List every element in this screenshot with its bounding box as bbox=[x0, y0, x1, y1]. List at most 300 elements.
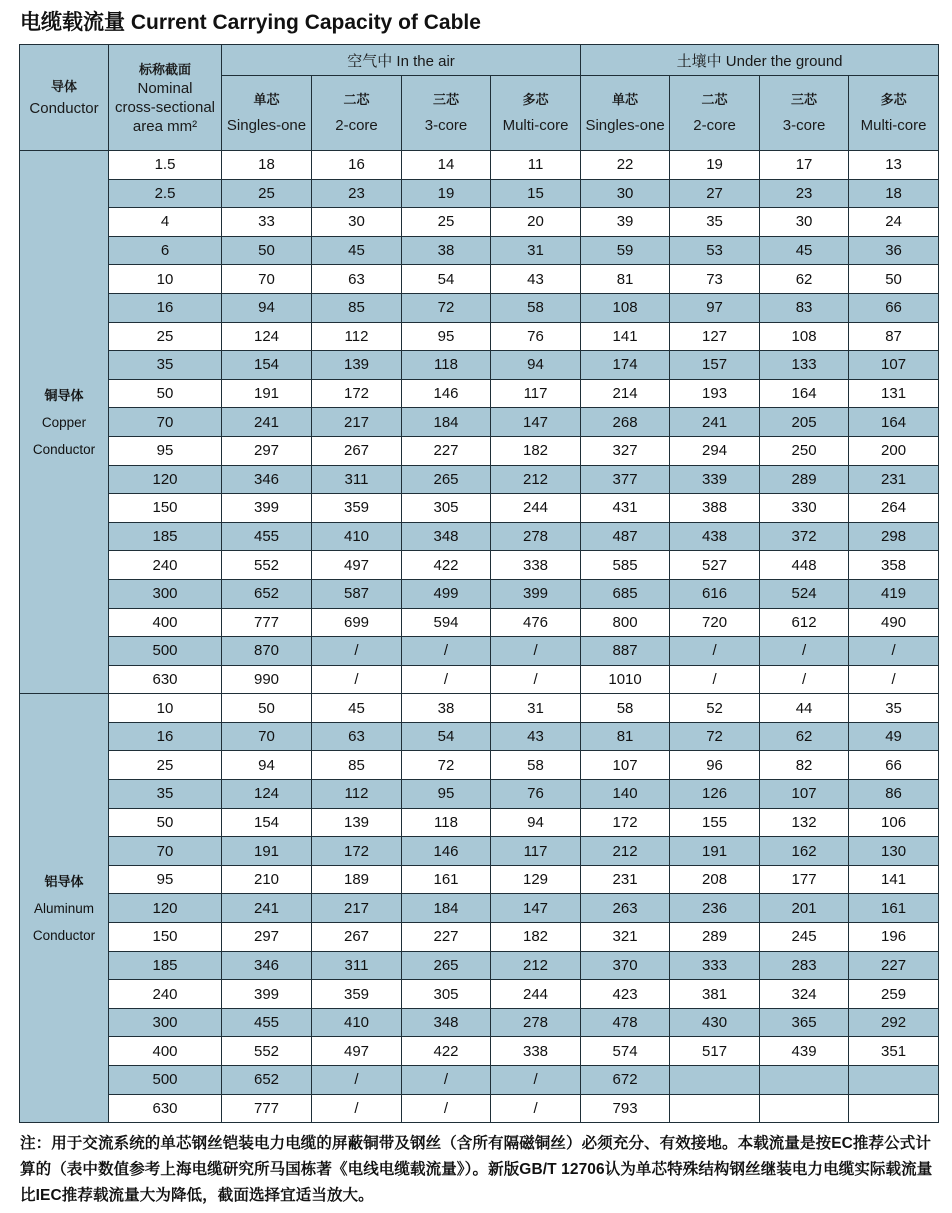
value-cell: 139 bbox=[312, 808, 402, 837]
value-cell: 423 bbox=[581, 980, 670, 1009]
value-cell: 289 bbox=[760, 465, 849, 494]
value-cell: / bbox=[760, 637, 849, 666]
value-cell: 38 bbox=[402, 694, 491, 723]
value-cell: 720 bbox=[670, 608, 760, 637]
value-cell: 70 bbox=[222, 265, 312, 294]
value-cell: 23 bbox=[760, 179, 849, 208]
value-cell: 58 bbox=[491, 751, 581, 780]
area-cell: 10 bbox=[109, 265, 222, 294]
value-cell: 50 bbox=[222, 236, 312, 265]
value-cell: 95 bbox=[402, 780, 491, 809]
value-cell: 66 bbox=[849, 751, 939, 780]
area-cell: 35 bbox=[109, 351, 222, 380]
value-cell: 30 bbox=[760, 208, 849, 237]
table-row bbox=[20, 923, 939, 952]
value-cell: 147 bbox=[491, 894, 581, 923]
value-cell: 76 bbox=[491, 780, 581, 809]
value-cell bbox=[670, 1094, 760, 1123]
value-cell: 97 bbox=[670, 293, 760, 322]
value-cell: / bbox=[402, 665, 491, 694]
area-cell: 500 bbox=[109, 1066, 222, 1095]
value-cell: 76 bbox=[491, 322, 581, 351]
area-cell: 2.5 bbox=[109, 179, 222, 208]
value-cell: 263 bbox=[581, 894, 670, 923]
value-cell: 231 bbox=[581, 865, 670, 894]
value-cell: 44 bbox=[760, 694, 849, 723]
value-cell: 652 bbox=[222, 579, 312, 608]
value-cell: 267 bbox=[312, 923, 402, 952]
value-cell: 45 bbox=[760, 236, 849, 265]
table-row bbox=[20, 408, 939, 437]
area-cell: 500 bbox=[109, 637, 222, 666]
value-cell: 298 bbox=[849, 522, 939, 551]
area-cell: 6 bbox=[109, 236, 222, 265]
value-cell bbox=[760, 1094, 849, 1123]
value-cell bbox=[849, 1094, 939, 1123]
value-cell: 210 bbox=[222, 865, 312, 894]
value-cell: 388 bbox=[670, 494, 760, 523]
area-cell: 400 bbox=[109, 1037, 222, 1066]
area-cell: 25 bbox=[109, 322, 222, 351]
value-cell: 476 bbox=[491, 608, 581, 637]
value-cell: 297 bbox=[222, 923, 312, 952]
value-cell: 50 bbox=[849, 265, 939, 294]
value-cell: 212 bbox=[581, 837, 670, 866]
area-cell: 400 bbox=[109, 608, 222, 637]
value-cell: 191 bbox=[670, 837, 760, 866]
table-row bbox=[20, 1066, 939, 1095]
area-cell: 4 bbox=[109, 208, 222, 237]
value-cell: 63 bbox=[312, 265, 402, 294]
value-cell: 127 bbox=[670, 322, 760, 351]
conductor-header-zh: 导体 bbox=[50, 78, 77, 94]
area-cell: 185 bbox=[109, 951, 222, 980]
value-cell: 107 bbox=[849, 351, 939, 380]
value-cell: 527 bbox=[670, 551, 760, 580]
group-ground-header: 土壤中 Under the ground bbox=[581, 45, 939, 76]
value-cell: 208 bbox=[670, 865, 760, 894]
value-cell: 372 bbox=[760, 522, 849, 551]
area-cell: 240 bbox=[109, 551, 222, 580]
area-cell: 25 bbox=[109, 751, 222, 780]
value-cell: 377 bbox=[581, 465, 670, 494]
value-cell: 399 bbox=[491, 579, 581, 608]
value-cell: / bbox=[312, 637, 402, 666]
area-header-en3: area mm² bbox=[132, 117, 198, 135]
value-cell: 94 bbox=[222, 293, 312, 322]
value-cell: 245 bbox=[760, 923, 849, 952]
table-row bbox=[20, 894, 939, 923]
value-cell: 205 bbox=[760, 408, 849, 437]
value-cell: 478 bbox=[581, 1008, 670, 1037]
value-cell: 777 bbox=[222, 1094, 312, 1123]
value-cell: / bbox=[402, 637, 491, 666]
value-cell: / bbox=[670, 637, 760, 666]
table-row bbox=[20, 780, 939, 809]
value-cell: 487 bbox=[581, 522, 670, 551]
value-cell: 305 bbox=[402, 980, 491, 1009]
value-cell: 283 bbox=[760, 951, 849, 980]
column-header-zh: 三芯 bbox=[432, 92, 459, 107]
value-cell: 147 bbox=[491, 408, 581, 437]
column-header-4 bbox=[581, 76, 670, 151]
value-cell: 497 bbox=[312, 1037, 402, 1066]
area-cell: 95 bbox=[109, 436, 222, 465]
value-cell: 54 bbox=[402, 722, 491, 751]
page-title: 电缆载流量 Current Carrying Capacity of Cable bbox=[20, 11, 481, 34]
value-cell: 201 bbox=[760, 894, 849, 923]
value-cell: / bbox=[402, 1066, 491, 1095]
value-cell: 217 bbox=[312, 894, 402, 923]
column-header-en: 2-core bbox=[335, 117, 378, 134]
value-cell: 430 bbox=[670, 1008, 760, 1037]
value-cell: 227 bbox=[402, 923, 491, 952]
aluminum-label-en2: Conductor bbox=[32, 927, 96, 943]
value-cell bbox=[760, 1066, 849, 1095]
value-cell: 278 bbox=[491, 522, 581, 551]
column-header-zh: 单芯 bbox=[253, 92, 280, 107]
value-cell: 214 bbox=[581, 379, 670, 408]
value-cell: 177 bbox=[760, 865, 849, 894]
value-cell: 359 bbox=[312, 494, 402, 523]
value-cell: 54 bbox=[402, 265, 491, 294]
value-cell: 108 bbox=[760, 322, 849, 351]
value-cell: 107 bbox=[581, 751, 670, 780]
value-cell: 574 bbox=[581, 1037, 670, 1066]
value-cell: 193 bbox=[670, 379, 760, 408]
area-cell: 70 bbox=[109, 837, 222, 866]
value-cell: 133 bbox=[760, 351, 849, 380]
table-row bbox=[20, 665, 939, 694]
value-cell: 25 bbox=[222, 179, 312, 208]
value-cell: 43 bbox=[491, 722, 581, 751]
value-cell: 155 bbox=[670, 808, 760, 837]
value-cell: 524 bbox=[760, 579, 849, 608]
value-cell: 231 bbox=[849, 465, 939, 494]
value-cell: 227 bbox=[849, 951, 939, 980]
value-cell: 330 bbox=[760, 494, 849, 523]
value-cell: / bbox=[491, 665, 581, 694]
value-cell: 81 bbox=[581, 265, 670, 294]
value-cell: 268 bbox=[581, 408, 670, 437]
value-cell: 294 bbox=[670, 436, 760, 465]
value-cell: 212 bbox=[491, 465, 581, 494]
value-cell: 616 bbox=[670, 579, 760, 608]
column-header-en: Multi-core bbox=[502, 117, 569, 134]
value-cell: 70 bbox=[222, 722, 312, 751]
area-cell: 150 bbox=[109, 494, 222, 523]
value-cell: 196 bbox=[849, 923, 939, 952]
value-cell: 333 bbox=[670, 951, 760, 980]
value-cell: 146 bbox=[402, 379, 491, 408]
value-cell: 236 bbox=[670, 894, 760, 923]
column-header-1 bbox=[312, 76, 402, 151]
value-cell: 16 bbox=[312, 151, 402, 180]
value-cell: 438 bbox=[670, 522, 760, 551]
area-cell: 240 bbox=[109, 980, 222, 1009]
value-cell: 311 bbox=[312, 465, 402, 494]
value-cell: 36 bbox=[849, 236, 939, 265]
table-row bbox=[20, 236, 939, 265]
value-cell: 27 bbox=[670, 179, 760, 208]
value-cell bbox=[670, 1066, 760, 1095]
table-row bbox=[20, 808, 939, 837]
value-cell: 62 bbox=[760, 722, 849, 751]
value-cell: 164 bbox=[849, 408, 939, 437]
area-cell: 120 bbox=[109, 465, 222, 494]
value-cell: 85 bbox=[312, 293, 402, 322]
area-header-en1: Nominal bbox=[137, 79, 193, 97]
value-cell: / bbox=[312, 1066, 402, 1095]
value-cell: 455 bbox=[222, 522, 312, 551]
value-cell: 346 bbox=[222, 465, 312, 494]
value-cell: 191 bbox=[222, 837, 312, 866]
value-cell: 132 bbox=[760, 808, 849, 837]
value-cell: 108 bbox=[581, 293, 670, 322]
value-cell: 131 bbox=[849, 379, 939, 408]
area-cell: 120 bbox=[109, 894, 222, 923]
value-cell: 311 bbox=[312, 951, 402, 980]
value-cell: 38 bbox=[402, 236, 491, 265]
header-group-row bbox=[20, 45, 939, 76]
column-header-en: 2-core bbox=[693, 117, 736, 134]
value-cell: 497 bbox=[312, 551, 402, 580]
value-cell: 112 bbox=[312, 322, 402, 351]
column-header-zh: 二芯 bbox=[343, 92, 370, 107]
value-cell: 358 bbox=[849, 551, 939, 580]
table-row bbox=[20, 1008, 939, 1037]
table-row bbox=[20, 608, 939, 637]
value-cell: 62 bbox=[760, 265, 849, 294]
table-row bbox=[20, 208, 939, 237]
value-cell: 652 bbox=[222, 1066, 312, 1095]
value-cell: 126 bbox=[670, 780, 760, 809]
value-cell: 448 bbox=[760, 551, 849, 580]
value-cell: / bbox=[849, 637, 939, 666]
area-cell: 16 bbox=[109, 293, 222, 322]
value-cell: 585 bbox=[581, 551, 670, 580]
value-cell: 161 bbox=[402, 865, 491, 894]
value-cell: 31 bbox=[491, 236, 581, 265]
value-cell: 174 bbox=[581, 351, 670, 380]
value-cell: 52 bbox=[670, 694, 760, 723]
table-row bbox=[20, 322, 939, 351]
table-row bbox=[20, 379, 939, 408]
copper-label-zh: 铜导体 bbox=[44, 387, 84, 403]
value-cell: 381 bbox=[670, 980, 760, 1009]
value-cell: 324 bbox=[760, 980, 849, 1009]
value-cell: 94 bbox=[222, 751, 312, 780]
value-cell: 244 bbox=[491, 980, 581, 1009]
value-cell: 96 bbox=[670, 751, 760, 780]
value-cell: 87 bbox=[849, 322, 939, 351]
column-header-en: Singles-one bbox=[226, 117, 307, 134]
value-cell: 370 bbox=[581, 951, 670, 980]
area-header-zh: 标称截面 bbox=[138, 61, 191, 77]
area-cell: 630 bbox=[109, 1094, 222, 1123]
value-cell: 157 bbox=[670, 351, 760, 380]
table-row bbox=[20, 265, 939, 294]
table-row bbox=[20, 579, 939, 608]
value-cell: 19 bbox=[670, 151, 760, 180]
table-body bbox=[20, 151, 939, 1123]
column-header-7 bbox=[849, 76, 939, 151]
table-row bbox=[20, 522, 939, 551]
table-row bbox=[20, 494, 939, 523]
value-cell: 552 bbox=[222, 1037, 312, 1066]
value-cell: 184 bbox=[402, 894, 491, 923]
value-cell: 594 bbox=[402, 608, 491, 637]
value-cell: 685 bbox=[581, 579, 670, 608]
column-header-en: Multi-core bbox=[860, 117, 927, 134]
value-cell: 35 bbox=[849, 694, 939, 723]
value-cell: 189 bbox=[312, 865, 402, 894]
conductor-header-en: Conductor bbox=[29, 99, 99, 117]
value-cell: 129 bbox=[491, 865, 581, 894]
capacity-table bbox=[19, 44, 939, 1123]
copper-label-en2: Conductor bbox=[32, 441, 96, 457]
value-cell: 244 bbox=[491, 494, 581, 523]
footnote: 注：用于交流系统的单芯钢丝铠装电力电缆的屏蔽铜带及钢丝（含所有隔磁铜丝）必须充分、有效接地。本载流量是按EC推荐公式计算的（表中数值参考上海电缆研究所马国栋著《电线电缆载流量》）。新版GB/T 12706认为单芯特殊结构钢丝继装电力电缆实际载流量比IEC推荐载流量大为降低，截面选择宜适当放大。 bbox=[20, 1135, 933, 1204]
value-cell: 241 bbox=[670, 408, 760, 437]
value-cell: 278 bbox=[491, 1008, 581, 1037]
table-row bbox=[20, 465, 939, 494]
value-cell: 94 bbox=[491, 351, 581, 380]
value-cell: 118 bbox=[402, 351, 491, 380]
value-cell: 265 bbox=[402, 465, 491, 494]
value-cell: 162 bbox=[760, 837, 849, 866]
value-cell: 800 bbox=[581, 608, 670, 637]
area-cell: 16 bbox=[109, 722, 222, 751]
value-cell: 431 bbox=[581, 494, 670, 523]
value-cell: / bbox=[312, 665, 402, 694]
table-row bbox=[20, 722, 939, 751]
value-cell: 130 bbox=[849, 837, 939, 866]
area-cell: 70 bbox=[109, 408, 222, 437]
area-cell: 300 bbox=[109, 1008, 222, 1037]
value-cell: 39 bbox=[581, 208, 670, 237]
copper-conductor-label bbox=[20, 151, 109, 694]
value-cell: 410 bbox=[312, 1008, 402, 1037]
table-row bbox=[20, 980, 939, 1009]
column-header-en: Singles-one bbox=[585, 117, 665, 134]
value-cell: 217 bbox=[312, 408, 402, 437]
column-header-zh: 多芯 bbox=[522, 92, 549, 107]
value-cell: 289 bbox=[670, 923, 760, 952]
value-cell: 72 bbox=[670, 722, 760, 751]
value-cell: 49 bbox=[849, 722, 939, 751]
value-cell: 20 bbox=[491, 208, 581, 237]
value-cell: 50 bbox=[222, 694, 312, 723]
value-cell: 212 bbox=[491, 951, 581, 980]
value-cell: / bbox=[670, 665, 760, 694]
copper-label-en1: Copper bbox=[41, 414, 87, 430]
column-header-0 bbox=[222, 76, 312, 151]
value-cell: / bbox=[402, 1094, 491, 1123]
value-cell: 154 bbox=[222, 351, 312, 380]
value-cell: 172 bbox=[312, 379, 402, 408]
value-cell: 365 bbox=[760, 1008, 849, 1037]
value-cell: 83 bbox=[760, 293, 849, 322]
value-cell: 72 bbox=[402, 751, 491, 780]
table-row bbox=[20, 865, 939, 894]
value-cell: 18 bbox=[222, 151, 312, 180]
column-header-3 bbox=[491, 76, 581, 151]
value-cell: / bbox=[312, 1094, 402, 1123]
area-cell: 50 bbox=[109, 808, 222, 837]
value-cell: 112 bbox=[312, 780, 402, 809]
value-cell: 227 bbox=[402, 436, 491, 465]
value-cell: 259 bbox=[849, 980, 939, 1009]
value-cell: / bbox=[491, 1066, 581, 1095]
table-row bbox=[20, 694, 939, 723]
value-cell: 117 bbox=[491, 837, 581, 866]
value-cell: 124 bbox=[222, 780, 312, 809]
table-row bbox=[20, 1037, 939, 1066]
table-row bbox=[20, 837, 939, 866]
value-cell: 419 bbox=[849, 579, 939, 608]
value-cell: 292 bbox=[849, 1008, 939, 1037]
area-cell: 95 bbox=[109, 865, 222, 894]
column-header-en: 3-core bbox=[782, 117, 826, 134]
value-cell: 699 bbox=[312, 608, 402, 637]
value-cell: 124 bbox=[222, 322, 312, 351]
value-cell: 24 bbox=[849, 208, 939, 237]
area-header-en2: cross-sectional bbox=[114, 98, 216, 116]
value-cell: 990 bbox=[222, 665, 312, 694]
value-cell: 81 bbox=[581, 722, 670, 751]
value-cell: 264 bbox=[849, 494, 939, 523]
group-air-header: 空气中 In the air bbox=[222, 45, 581, 76]
table-row bbox=[20, 637, 939, 666]
value-cell: 63 bbox=[312, 722, 402, 751]
value-cell: 33 bbox=[222, 208, 312, 237]
value-cell: 359 bbox=[312, 980, 402, 1009]
value-cell: 106 bbox=[849, 808, 939, 837]
value-cell: 339 bbox=[670, 465, 760, 494]
value-cell: 351 bbox=[849, 1037, 939, 1066]
value-cell: 19 bbox=[402, 179, 491, 208]
value-cell: 25 bbox=[402, 208, 491, 237]
table-row bbox=[20, 551, 939, 580]
value-cell: 139 bbox=[312, 351, 402, 380]
value-cell: 164 bbox=[760, 379, 849, 408]
value-cell: 172 bbox=[312, 837, 402, 866]
aluminum-label-zh: 铝导体 bbox=[44, 873, 84, 889]
table-row bbox=[20, 151, 939, 180]
table-row bbox=[20, 293, 939, 322]
column-header-5 bbox=[670, 76, 760, 151]
value-cell: 200 bbox=[849, 436, 939, 465]
value-cell: 1010 bbox=[581, 665, 670, 694]
value-cell: 30 bbox=[581, 179, 670, 208]
table-row bbox=[20, 751, 939, 780]
value-cell: 439 bbox=[760, 1037, 849, 1066]
conductor-header bbox=[20, 45, 109, 151]
value-cell: 22 bbox=[581, 151, 670, 180]
value-cell: 13 bbox=[849, 151, 939, 180]
value-cell: 35 bbox=[670, 208, 760, 237]
value-cell: 18 bbox=[849, 179, 939, 208]
value-cell: 612 bbox=[760, 608, 849, 637]
value-cell: 348 bbox=[402, 522, 491, 551]
value-cell: 327 bbox=[581, 436, 670, 465]
value-cell: 305 bbox=[402, 494, 491, 523]
area-cell: 50 bbox=[109, 379, 222, 408]
value-cell: 23 bbox=[312, 179, 402, 208]
value-cell: 172 bbox=[581, 808, 670, 837]
value-cell: 517 bbox=[670, 1037, 760, 1066]
